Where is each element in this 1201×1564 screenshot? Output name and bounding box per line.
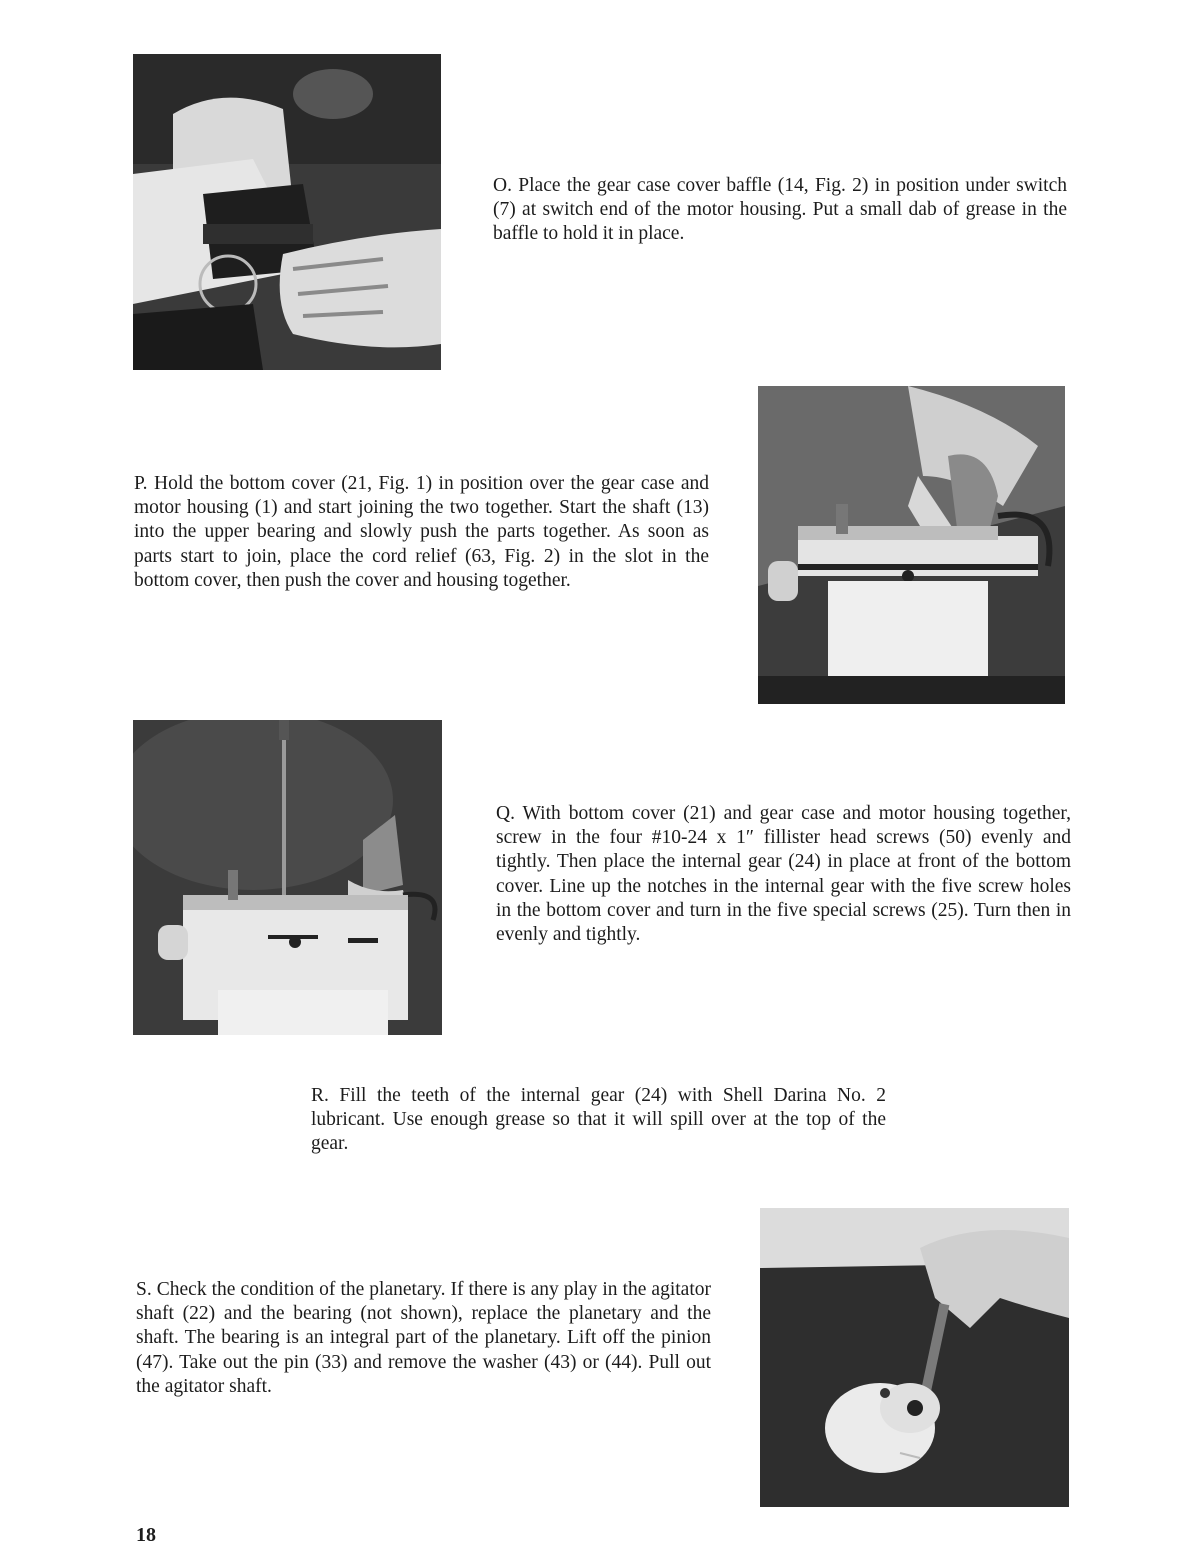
step-o-text: O. Place the gear case cover baffle (14, Fig. 2) in position under switch (7) at switch end of the motor housing. Put a small dab of grease in the baffle to hold it in place. <box>493 175 1067 245</box>
step-s-text: S. Check the condition of the planetary. If there is any play in the agitator shaft (22) and the bearing (not shown), replace the planetary and the shaft. The bearing is an integral part of the planetary. Lift off the pinion (47). Take out the pin (33) and remove the washer (43) or (44). Pull out the agitator shaft. <box>136 1279 711 1397</box>
photo-step-p <box>758 386 1065 704</box>
step-p-text: P. Hold the bottom cover (21, Fig. 1) in position over the gear case and motor housing (1) and start joining the two together. Start the shaft (13) into the upper bearing and slowly push the parts together. As soon as parts start to join, place the cord relief (63, Fig. 2) in the slot in the bottom cover, then push the cover and housing together. <box>134 473 709 591</box>
photo-step-q <box>133 720 442 1035</box>
step-r-text: R. Fill the teeth of the internal gear (24) with Shell Darina No. 2 lubricant. Use enough grease so that it will spill over at the top of the gear. <box>311 1085 886 1155</box>
photo-step-o <box>133 54 441 370</box>
photo-step-s <box>760 1208 1069 1507</box>
step-q-text: Q. With bottom cover (21) and gear case and motor housing together, screw in the four #10-24 x 1″ fillister head screws (50) evenly and tightly. Then place the internal gear (24) in place at front of the bottom cover. Line up the notches in the internal gear with the five screw holes in the bottom cover and turn in the five special screws (25). Turn then in evenly and tightly. <box>496 803 1071 946</box>
page-number: 18 <box>136 1524 156 1546</box>
